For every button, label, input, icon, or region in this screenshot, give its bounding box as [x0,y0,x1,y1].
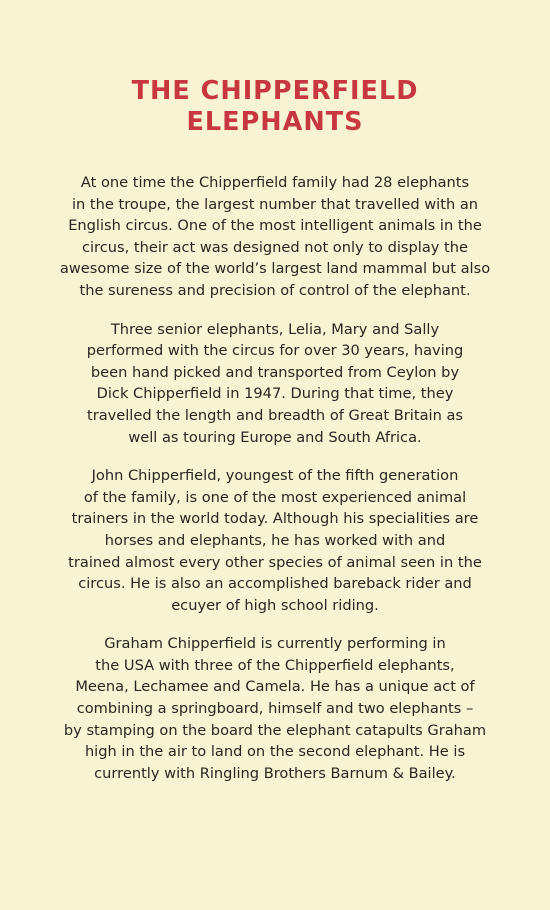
text-line: combining a springboard, himself and two elephants – [76,700,474,718]
text-line: Three senior elephants, Lelia, Mary and Sally [110,320,440,338]
text-line: high in the air to land on the second elephant. He is [84,743,466,761]
text-line: the sureness and precision of control of the elephant. [79,281,471,299]
text-line: Meena, Lechamee and Camela. He has a unique act of [75,678,475,696]
paragraph-troupe [52,172,498,302]
text-line: by stamping on the board the elephant catapults Graham [63,721,487,739]
text-line: awesome size of the world’s largest land mammal but also [59,260,491,278]
text-line: English circus. One of the most intelligent animals in the [68,217,482,235]
text-line: travelled the length and breadth of Great Britain as [86,406,464,424]
text-line: the USA with three of the Chipperfield elephants, [95,656,455,674]
text-line: Graham Chipperfield is currently performing in [104,635,446,653]
text-line: trainers in the world today. Although his specialities are [71,510,479,528]
paragraph-senior-elephants [52,319,498,449]
text-line: John Chipperfield, youngest of the fifth generation [91,467,459,485]
text-line: Dick Chipperfield in 1947. During that time, they [96,385,454,403]
page-title [52,76,498,138]
text-line: in the troupe, the largest number that travelled with an [71,195,479,213]
paragraph-john-chipperfield [52,465,498,616]
paragraph-graham-chipperfield [52,633,498,784]
text-line: been hand picked and transported from Ceylon by [90,363,460,381]
text-line: circus, their act was designed not only to display the [81,238,469,256]
title-line: THE CHIPPERFIELD [131,76,419,106]
text-line: well as touring Europe and South Africa. [128,428,422,446]
title-line: ELEPHANTS [186,107,364,137]
text-line: circus. He is also an accomplished bareback rider and [78,575,472,593]
text-line: currently with Ringling Brothers Barnum & Bailey. [94,764,456,782]
text-line: At one time the Chipperfield family had 28 elephants [80,174,470,191]
text-line: horses and elephants, he has worked with and [104,531,446,549]
text-line: ecuyer of high school riding. [171,596,379,614]
text-line: trained almost every other species of animal seen in the [68,553,482,571]
text-line: performed with the circus for over 30 years, having [86,342,464,360]
text-line: of the family, is one of the most experienced animal [83,488,467,506]
